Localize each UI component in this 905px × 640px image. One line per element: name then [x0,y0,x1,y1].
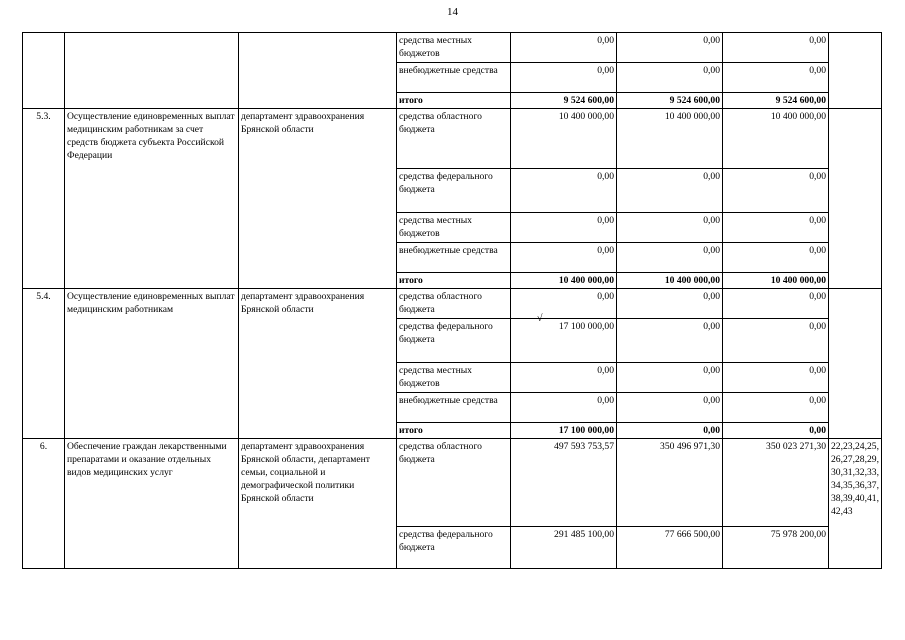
funding-source: итого [397,273,511,289]
amount-year-1: 0,00 [511,169,617,213]
amount-year-3: 0,00 [723,213,829,243]
measure-name: Обеспечение граждан лекарственными препаратами и оказание отдельных видов медицинских услуг [65,439,239,569]
funding-source: средства областного бюджета [397,109,511,169]
funding-source: внебюджетные средства [397,243,511,273]
amount-year-2: 0,00 [617,423,723,439]
amount-year-2: 77 666 500,00 [617,527,723,569]
amount-year-2: 0,00 [617,33,723,63]
amount-year-1: 17 100 000,00 [511,319,617,363]
funding-source: средства местных бюджетов [397,33,511,63]
department [239,33,397,109]
funding-source: итого [397,93,511,109]
amount-year-1: 497 593 753,57 [511,439,617,527]
item-number: 5.3. [23,109,65,289]
funding-source: средства местных бюджетов [397,363,511,393]
funding-source: средства областного бюджета [397,439,511,527]
item-number: 6. [23,439,65,569]
amount-year-2: 0,00 [617,169,723,213]
table-row [23,33,882,63]
amount-year-2: 10 400 000,00 [617,273,723,289]
amount-year-2: 0,00 [617,363,723,393]
table-row [23,289,882,319]
measure-name: Осуществление единовременных выплат медицинским работникам за счет средств бюджета субъекта Российской Федерации [65,109,239,289]
funding-source: итого [397,423,511,439]
measure-name: Осуществление единовременных выплат медицинским работникам [65,289,239,439]
amount-year-1: 0,00 [511,363,617,393]
amount-year-3: 0,00 [723,319,829,363]
amount-year-1: 9 524 600,00 [511,93,617,109]
amount-year-2: 0,00 [617,243,723,273]
amount-year-1: 0,00 [511,33,617,63]
amount-year-3: 0,00 [723,363,829,393]
indicator-numbers [829,289,882,439]
indicator-numbers: 22,23,24,25,26,27,28,29,30,31,32,33,34,35,36,37,38,39,40,41,42,43 [829,439,882,569]
measure-name [65,33,239,109]
amount-year-2: 0,00 [617,289,723,319]
amount-year-1: 10 400 000,00 [511,109,617,169]
amount-year-2: 0,00 [617,213,723,243]
amount-year-2: 10 400 000,00 [617,109,723,169]
amount-year-3: 0,00 [723,393,829,423]
table-row [23,439,882,527]
funding-source: средства федерального бюджета [397,319,511,363]
department: департамент здравоохранения Брянской области [239,289,397,439]
amount-year-3: 0,00 [723,63,829,93]
page-number: 14 [447,6,458,18]
amount-year-3: 350 023 271,30 [723,439,829,527]
amount-year-1: 0,00 [511,63,617,93]
funding-source: средства областного бюджета [397,289,511,319]
table-row [23,109,882,169]
amount-year-2: 0,00 [617,319,723,363]
amount-year-2: 0,00 [617,393,723,423]
amount-year-1: 0,00 [511,393,617,423]
amount-year-1: 291 485 100,00 [511,527,617,569]
funding-source: внебюджетные средства [397,63,511,93]
amount-year-2: 0,00 [617,63,723,93]
department: департамент здравоохранения Брянской области [239,109,397,289]
amount-year-1: 0,00 [511,213,617,243]
indicator-numbers [829,33,882,109]
funding-source: средства федерального бюджета [397,169,511,213]
department: департамент здравоохранения Брянской области, департамент семьи, социальной и демографической политики Брянской области [239,439,397,569]
amount-year-2: 9 524 600,00 [617,93,723,109]
amount-year-3: 10 400 000,00 [723,109,829,169]
funding-source: средства федерального бюджета [397,527,511,569]
amount-year-1: 10 400 000,00 [511,273,617,289]
amount-year-1: 17 100 000,00 [511,423,617,439]
amount-year-3: 0,00 [723,33,829,63]
budget-table [22,32,882,569]
amount-year-3: 0,00 [723,423,829,439]
amount-year-3: 9 524 600,00 [723,93,829,109]
amount-year-1: 0,00 [511,289,617,319]
amount-year-3: 75 978 200,00 [723,527,829,569]
funding-source: средства местных бюджетов [397,213,511,243]
item-number: 5.4. [23,289,65,439]
amount-year-2: 350 496 971,30 [617,439,723,527]
amount-year-3: 0,00 [723,243,829,273]
item-number [23,33,65,109]
amount-year-1: 0,00 [511,243,617,273]
amount-year-3: 0,00 [723,289,829,319]
checkmark-icon: √ [537,313,543,324]
funding-source: внебюджетные средства [397,393,511,423]
amount-year-3: 0,00 [723,169,829,213]
amount-year-3: 10 400 000,00 [723,273,829,289]
indicator-numbers [829,109,882,289]
